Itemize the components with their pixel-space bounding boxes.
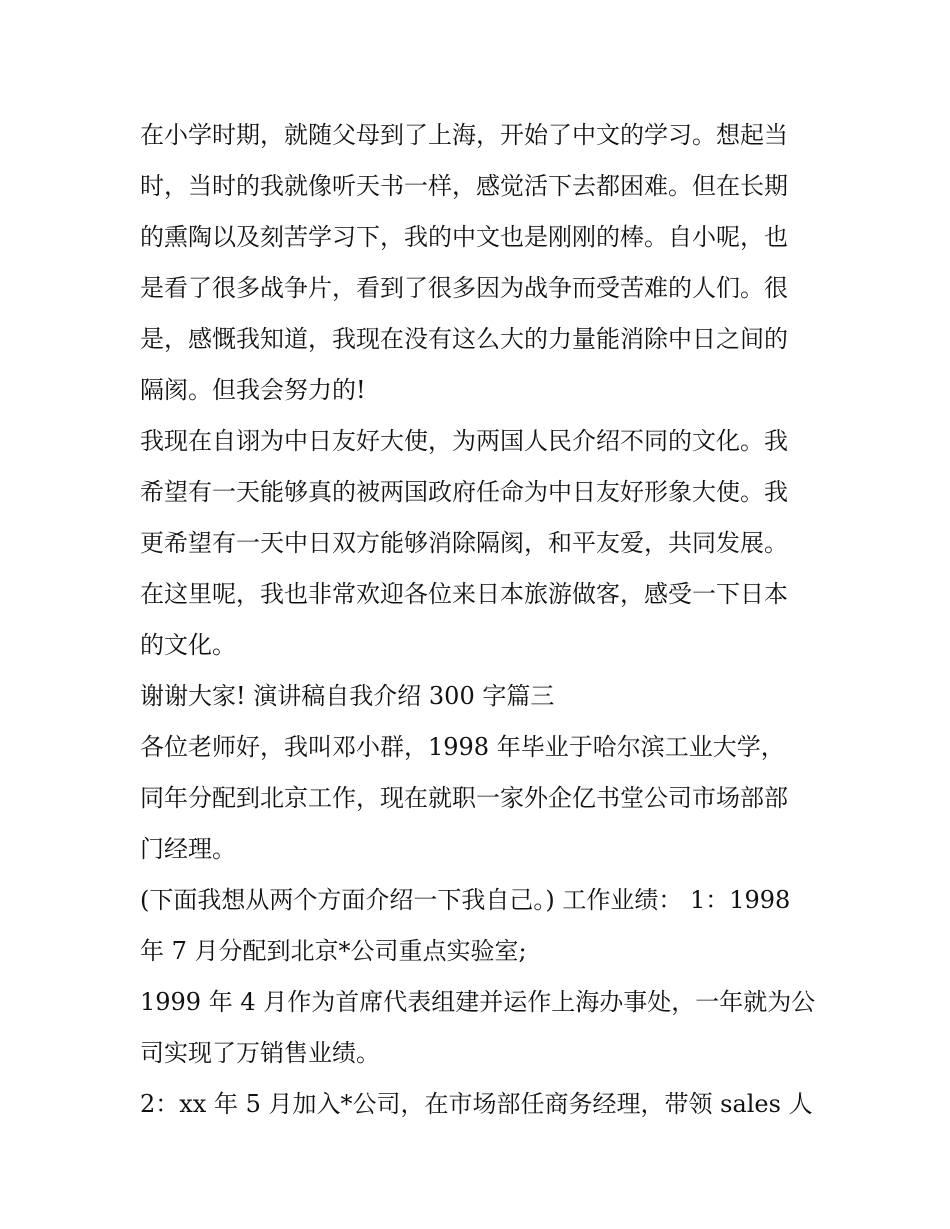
text-line: 是看了很多战争片，看到了很多因为战争而受苦难的人们。很 <box>140 274 788 302</box>
text-line: 更希望有一天中日双方能够消除隔阂，和平友爱，共同发展。 <box>140 529 788 557</box>
text-line: 的文化。 <box>140 631 236 659</box>
text-line: 隔阂。但我会努力的! <box>140 376 366 404</box>
text-line: 的熏陶以及刻苦学习下，我的中文也是刚刚的棒。自小呢，也 <box>140 223 788 251</box>
text-line: (下面我想从两个方面介绍一下我自己。) 工作业绩： 1：1998 <box>140 886 791 914</box>
section-heading: 谢谢大家! 演讲稿自我介绍 300 字篇三 <box>140 682 555 710</box>
text-line: 各位老师好，我叫邓小群，1998 年毕业于哈尔滨工业大学， <box>140 733 785 761</box>
text-line: 希望有一天能够真的被两国政府任命为中日友好形象大使。我 <box>140 478 788 506</box>
text-line: 同年分配到北京工作，现在就职一家外企亿书堂公司市场部部 <box>140 784 788 812</box>
text-line: 司实现了万销售业绩。 <box>140 1039 380 1067</box>
text-line: 时，当时的我就像听天书一样，感觉活下去都困难。但在长期 <box>140 172 788 200</box>
text-line: 在小学时期，就随父母到了上海，开始了中文的学习。想起当 <box>140 121 788 149</box>
text-line: 是，感慨我知道，我现在没有这么大的力量能消除中日之间的 <box>140 325 788 353</box>
text-line: 2：xx 年 5 月加入*公司，在市场部任商务经理，带领 sales 人 <box>140 1090 813 1118</box>
text-line: 年 7 月分配到北京*公司重点实验室; <box>140 937 527 965</box>
text-line: 我现在自诩为中日友好大使，为两国人民介绍不同的文化。我 <box>140 427 788 455</box>
text-line: 门经理。 <box>140 835 236 863</box>
text-line: 1999 年 4 月作为首席代表组建并运作上海办事处，一年就为公 <box>140 988 816 1016</box>
text-line: 在这里呢，我也非常欢迎各位来日本旅游做客，感受一下日本 <box>140 580 788 608</box>
document-body <box>140 110 815 1130</box>
